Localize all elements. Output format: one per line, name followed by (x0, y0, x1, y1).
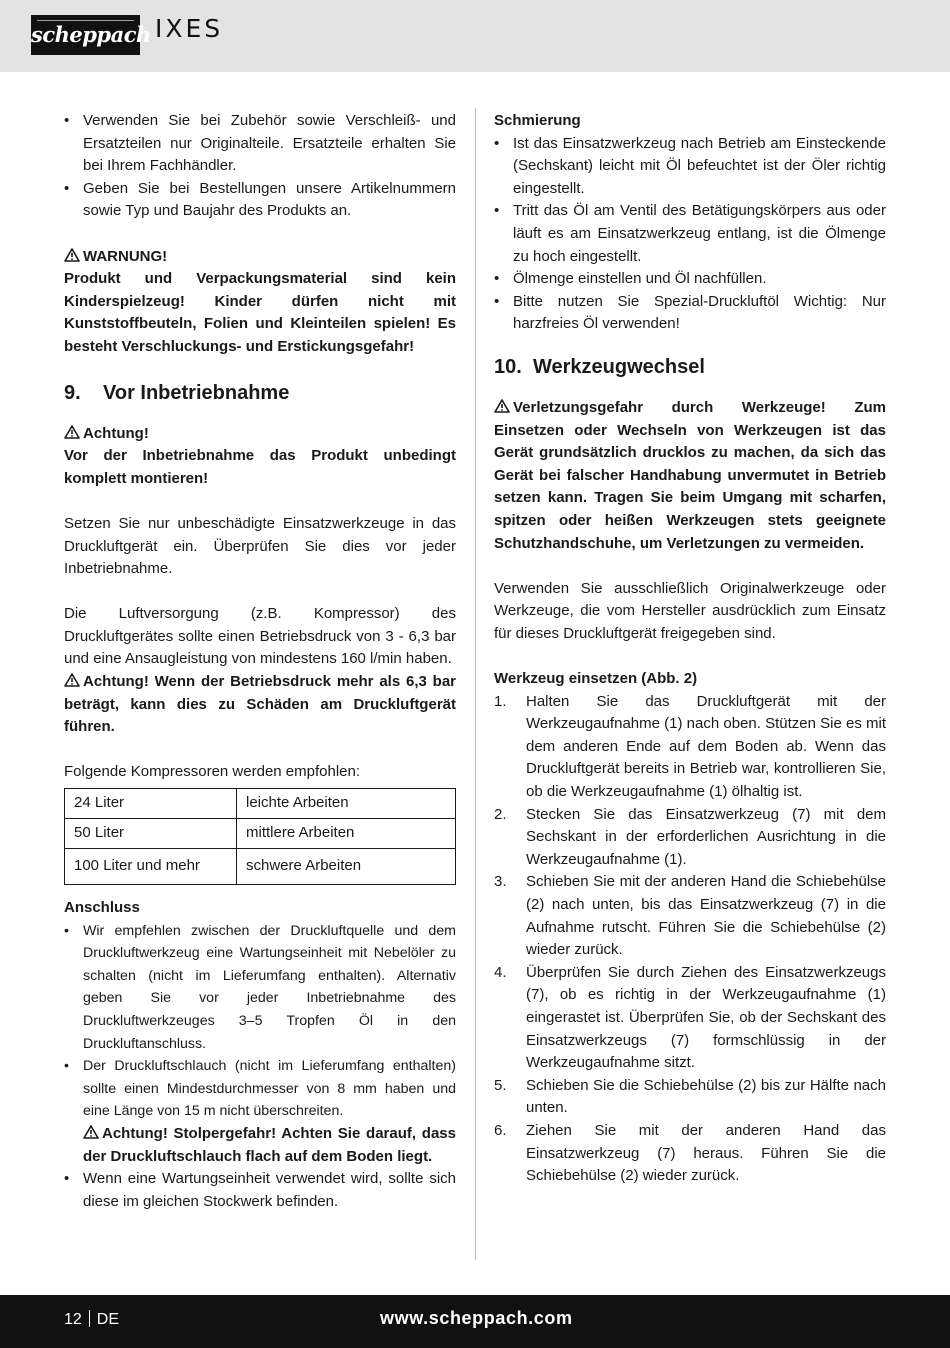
scheppach-logo: scheppach (31, 15, 140, 55)
warning-triangle-icon (64, 425, 80, 439)
compressors-intro: Folgende Kompressoren werden empfohlen: (64, 763, 361, 781)
schmierung-heading: Schmierung (494, 112, 581, 129)
table-row (65, 789, 456, 819)
list-item: • Wir empfehlen zwischen der Druckluftquelle und dem Druckluftwerkzeug eine Wartungseinheit mit Nebelöler zu schalten (nicht im Lieferumfang enthalten). Alternativ geben Sie vor jeder Inbetriebnahme des Druckluftwerkzeuges 3–5 Tropfen Öl in den Druckluftanschluss. (64, 920, 456, 1056)
insert-tool-heading: Werkzeug einsetzen (Abb. 2) (494, 670, 698, 688)
page-number: 12 DE (64, 1311, 120, 1328)
list-item: • Verwenden Sie bei Zubehör sowie Verschleiß- und Ersatzteilen nur Originalteile. Ersatzteile erhalten Sie bei Ihrem Fachhändler. (64, 110, 456, 178)
warning-triangle-icon (83, 1125, 99, 1139)
table-cell: 100 Liter und mehr (65, 849, 237, 885)
list-item: • Ölmenge einstellen und Öl nachfüllen. (494, 268, 886, 291)
list-item: • Ist das Einsatzwerkzeug nach Betrieb am Einsteckende (Sechskant) leicht mit Öl befeuchtet ist der Öler richtig eingestellt. (494, 133, 886, 201)
list-item: • Der Druckluftschlauch (nicht im Lieferumfang enthalten) sollte einen Mindestdurchmesser von 8 mm haben und eine Länge von 15 m nicht überschreiten. Achtung! Stolpergefahr! Achten Sie darauf, dass der Druckluftschlauch flach auf dem Boden liegt. (64, 1055, 456, 1168)
list-item: 1. Halten Sie das Druckluftgerät mit der Werkzeugaufnahme (1) nach oben. Stützen Sie es mit dem anderen Ende auf dem Boden ab. Wenn das Druckluftgerät bereits in Betrieb war, kontrollieren Sie, ob die Werkzeugaufnahme (1) ölhaltig ist. (494, 692, 886, 801)
intro-bullet-list (64, 110, 456, 223)
right-column (494, 110, 886, 1188)
tripping-warning: Achtung! Stolpergefahr! Achten Sie darauf, dass der Druckluftschlauch flach auf dem Boden liegt. (83, 1124, 456, 1165)
language-code: DE (96, 1311, 120, 1328)
attention-text: Vor der Inbetriebnahme das Produkt unbedingt komplett montieren! (64, 447, 456, 487)
schmierung-bullet-list (494, 133, 886, 336)
list-item: • Wenn eine Wartungseinheit verwendet wird, sollte sich diese im gleichen Stockwerk befinden. (64, 1168, 456, 1213)
warning-heading (64, 246, 456, 269)
list-item: 4. Überprüfen Sie durch Ziehen des Einsatzwerkzeugs (7), ob es richtig in der Werkzeugaufnahme (1) eingerastet ist. Überprüfen Sie, ob der Sechskant des Einsatzwerkzeugs (7) formschlüssig in der Werkzeugaufnahme sitzt. (494, 963, 886, 1072)
table-cell: leichte Arbeiten (237, 789, 456, 819)
ixes-logo: IXES (155, 14, 224, 43)
attention-title: Achtung! (83, 424, 149, 442)
compressor-table (64, 788, 456, 885)
section-title: Werkzeugwechsel (533, 355, 705, 378)
anschluss-bullet-list (64, 920, 456, 1214)
column-divider (475, 108, 476, 1260)
warning-triangle-icon (494, 399, 510, 413)
page-footer (0, 1295, 950, 1348)
paragraph-original-tools: Verwenden Sie ausschließlich Originalwerkzeuge oder Werkzeuge, die vom Hersteller ausdrücklich zum Einsatz für dieses Druckluftgerät freigegeben sind. (494, 579, 886, 642)
section-9-heading (64, 379, 456, 407)
section-number: 10. (494, 355, 522, 378)
list-item: • Geben Sie bei Bestellungen unsere Artikelnummern sowie Typ und Baujahr des Produkts an. (64, 178, 456, 223)
list-item: 6. Ziehen Sie mit der anderen Hand das Einsatzwerkzeug (7) heraus. Führen Sie die Schiebehülse (2) wieder zurück. (494, 1121, 886, 1185)
table-cell: schwere Arbeiten (237, 849, 456, 885)
warning-triangle-icon (64, 248, 80, 262)
list-item: • Bitte nutzen Sie Spezial-Druckluftöl Wichtig: Nur harzfreies Öl verwenden! (494, 291, 886, 336)
insert-steps-list (494, 691, 886, 1188)
list-item: 5. Schieben Sie die Schiebehülse (2) bis zur Hälfte nach unten. (494, 1076, 886, 1117)
list-item: 3. Schieben Sie mit der anderen Hand die Schiebehülse (2) nach unten, bis das Einsatzwerkzeug (7) in die Aufnahme rutscht. Führen Sie die Schiebehülse (2) wieder zurück. (494, 873, 886, 959)
page-header (0, 0, 950, 72)
warning-title: WARNUNG! (83, 247, 168, 265)
warning-text: Produkt und Verpackungsmaterial sind kein Kinderspielzeug! Kinder dürfen nicht mit Kunststoffbeuteln, Folien und Kleinteilen spielen! Es besteht Verschluckungs- und Erstickungsgefahr! (64, 270, 456, 355)
table-row (65, 819, 456, 849)
paragraph-tools: Setzen Sie nur unbeschädigte Einsatzwerkzeuge in das Druckluftgerät ein. Überprüfen Sie dies vor jeder Inbetriebnahme. (64, 514, 456, 578)
section-number: 9. (64, 381, 81, 404)
table-cell: mittlere Arbeiten (237, 819, 456, 849)
list-item: 2. Stecken Sie das Einsatzwerkzeug (7) mit dem Sechskant in der erforderlichen Ausrichtung in die Werkzeugaufnahme (1). (494, 805, 886, 868)
attention-heading (64, 423, 456, 446)
table-cell: 24 Liter (65, 789, 237, 819)
table-cell: 50 Liter (65, 819, 237, 849)
website-link[interactable]: www.scheppach.com (380, 1308, 573, 1328)
section-10-heading (494, 353, 886, 381)
left-column (64, 110, 456, 1213)
anschluss-heading: Anschluss (64, 899, 140, 917)
paragraph-air-supply: Die Luftversorgung (z.B. Kompressor) des Druckluftgerätes sollte einen Betriebsdruck von 3 - 6,3 bar und eine Ansaugleistung von mindestens 160 l/min haben. (64, 605, 456, 668)
section-title: Vor Inbetriebnahme (103, 381, 290, 404)
warning-triangle-icon (64, 673, 80, 687)
table-row (65, 849, 456, 885)
list-item: • Tritt das Öl am Ventil des Betätigungskörpers aus oder läuft es am Einsatzwerkzeug entlang, ist die Ölmenge zu hoch eingestellt. (494, 200, 886, 268)
injury-warning: Verletzungsgefahr durch Werkzeuge! Zum Einsetzen oder Wechseln von Werkzeugen ist das Gerät grundsätzlich drucklos zu machen, da sich das Gerät bei falscher Handhabung unvermutet in Betrieb setzen kann. Tragen Sie beim Umgang mit scharfen, spitzen oder heißen Werkzeugen stets geeignete Schutzhandschuhe, um Verletzungen zu vermeiden. (494, 398, 886, 552)
air-pressure-warning: Achtung! Wenn der Betriebsdruck mehr als 6,3 bar beträgt, kann dies zu Schäden am Druckluftgerät führen. (64, 673, 456, 736)
